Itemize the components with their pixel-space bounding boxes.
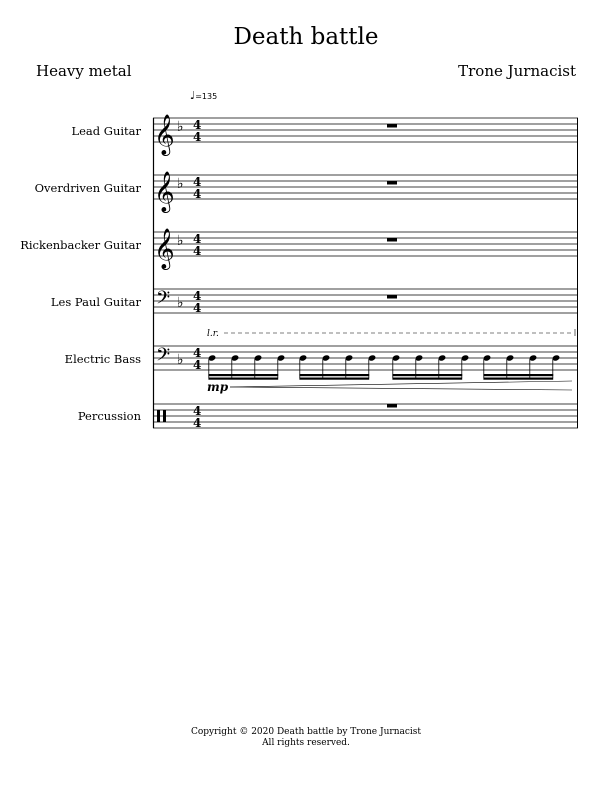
time-signature: 4 [193,358,202,372]
time-signature: 4 [193,404,202,418]
tempo-value: =135 [195,92,218,101]
flat-icon: ♭ [177,295,184,311]
rights-line: All rights reserved. [262,738,350,748]
note-beam [208,374,278,376]
time-signature: 4 [193,301,202,315]
time-signature: 4 [193,416,202,430]
copyright-line: Copyright © 2020 Death battle by Trone Jurnacist [190,727,422,737]
flat-icon: ♭ [177,119,184,135]
staff-rickenbacker-guitar [153,232,578,256]
instrument-label-lead-guitar: Lead Guitar [71,124,141,138]
instrument-label-rickenbacker-guitar: Rickenbacker Guitar [20,238,141,252]
instrument-label-percussion: Percussion [77,409,141,423]
whole-rest-icon [387,238,397,242]
staff-overdriven-guitar [153,175,578,199]
note-beam [392,378,462,380]
let-ring-marking: l.r. [207,329,219,339]
note-beam [299,374,369,376]
time-signature: 4 [193,244,202,258]
instrument-label-electric-bass: Electric Bass [64,352,141,366]
score-title: Death battle [233,24,379,50]
bass-clef-icon: 𝄢 [156,288,171,313]
score-composer: Trone Jurnacist [458,62,576,80]
note-beam [392,374,462,376]
treble-clef-icon: 𝄞 [154,172,175,212]
note-beam [483,378,553,380]
instrument-label-overdriven-guitar: Overdriven Guitar [34,181,141,195]
quarter-note-icon: ♩ [190,89,196,102]
whole-rest-icon [387,295,397,299]
time-signature: 4 [193,187,202,201]
time-signature: 4 [193,346,202,360]
staff-les-paul-guitar [153,289,578,313]
whole-rest-icon [387,124,397,128]
treble-clef-icon: 𝄞 [154,115,175,155]
staff-percussion [153,404,578,428]
hairpin-upper [230,381,572,387]
whole-rest-icon [387,181,397,185]
hairpin-lower [230,387,572,390]
staff-electric-bass [153,346,578,370]
staff-lead-guitar [153,118,578,142]
time-signature: 4 [193,232,202,246]
instrument-label-les-paul-guitar: Les Paul Guitar [50,295,141,309]
time-signature: 4 [193,130,202,144]
note-beam [299,378,369,380]
time-signature: 4 [193,289,202,303]
time-signature: 4 [193,175,202,189]
flat-icon: ♭ [177,233,184,249]
flat-icon: ♭ [177,176,184,192]
whole-rest-icon [387,404,397,408]
score-subtitle: Heavy metal [36,62,132,80]
treble-clef-icon: 𝄞 [154,229,175,269]
bass-clef-icon: 𝄢 [156,345,171,370]
dynamic-marking: mp [207,380,229,394]
note-beam [483,374,553,376]
copyright-footer [0,727,612,749]
time-signature: 4 [193,118,202,132]
flat-icon: ♭ [177,352,184,368]
